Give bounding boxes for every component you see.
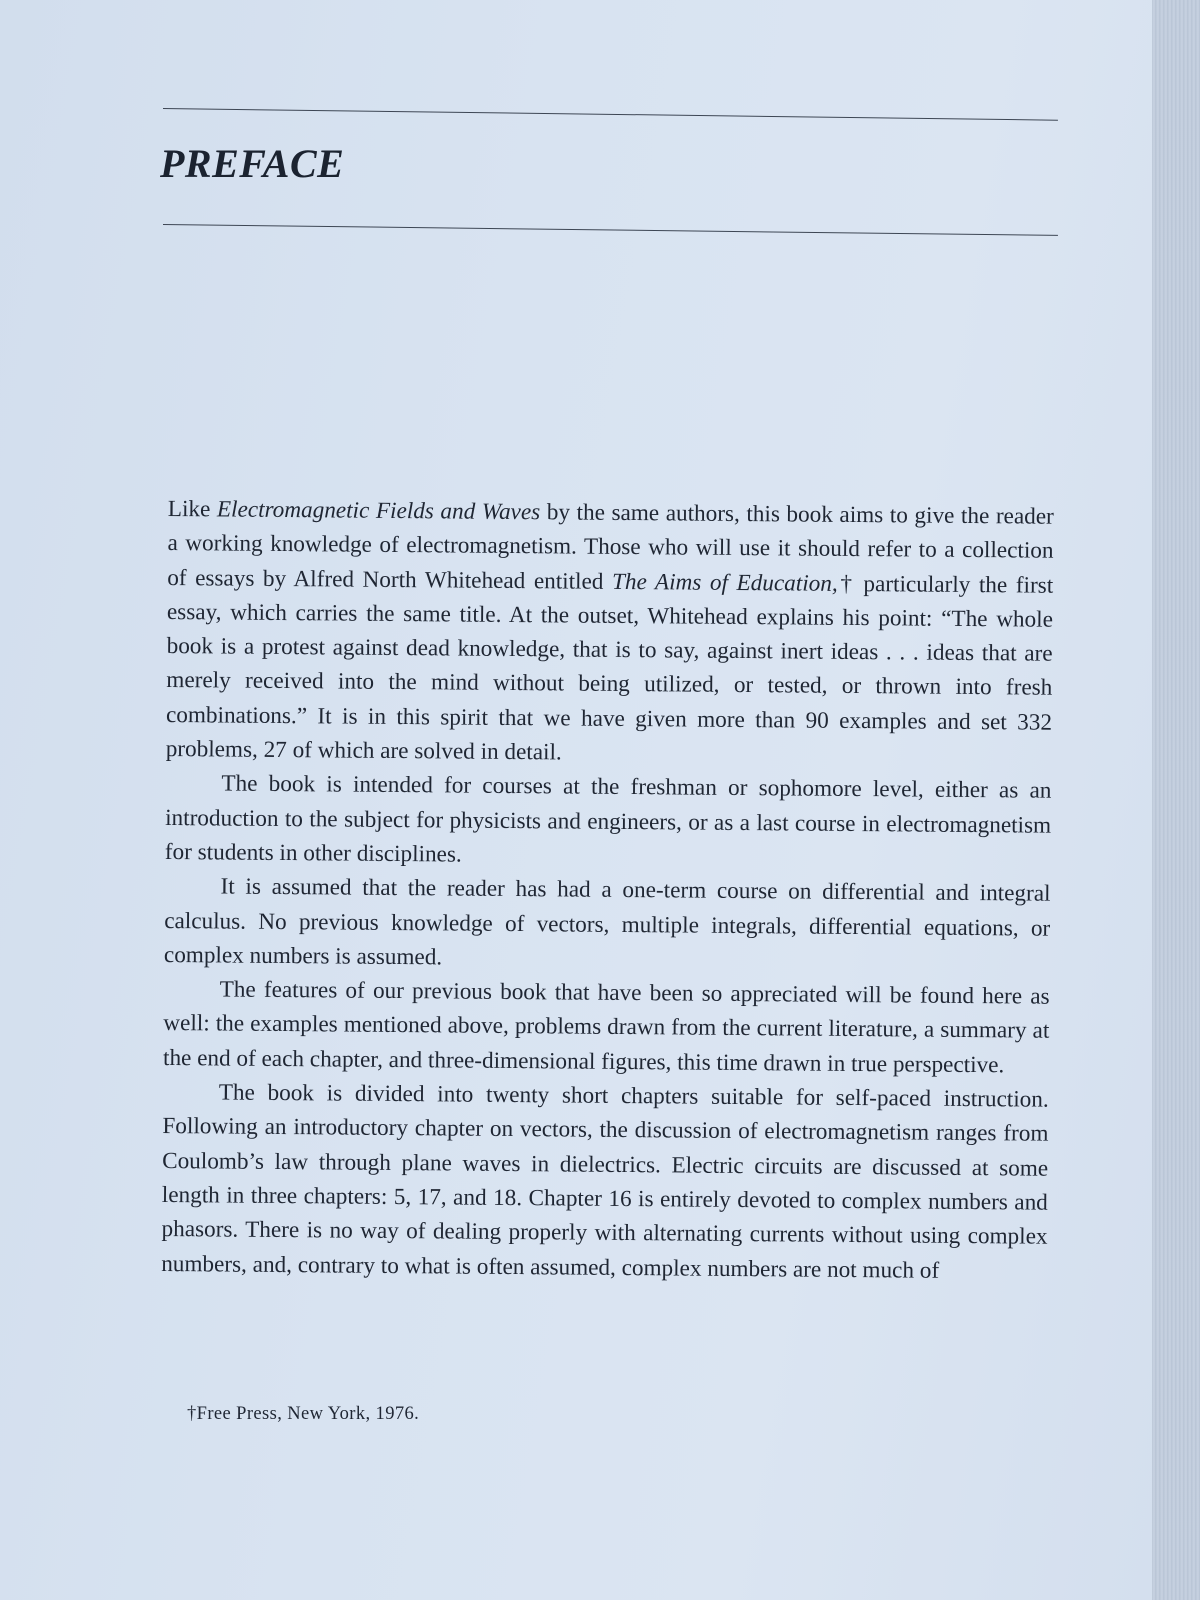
footnote: †Free Press, New York, 1976. — [187, 1404, 420, 1424]
essay-title-italic: The Aims of Education, — [611, 568, 838, 597]
book-title-italic: Electromagnetic Fields and Waves — [216, 496, 541, 526]
paragraph-5: The book is divided into twenty short chapters suitable for self-paced instruction. Following an introductory chapter on vectors, the discussion of electromagnetism ranges from Coulomb’s law through plane waves in dielectrics. Electric circuits are discussed at some length in three chapters: 5, 17, and 18. Chapter 16 is entirely devoted to complex numbers and phasors. There is no way of dealing properly with alternating currents without using complex numbers, and, contrary to what is often assumed, complex numbers are not much of — [161, 1079, 1049, 1284]
paragraph-1-text-e: † particularly the first essay, which carries the same title. At the outset, Whitehead explains his point: “The whole book is a protest against dead knowledge, that is to say, against inert ideas . . . ideas that are merely received into the mind without being utilized, or tested, or thrown into fresh combinations.” It is in this spirit that we have given more than 90 examples and set 332 problems, 27 of which are solved in detail. — [165, 570, 1054, 766]
page-title: PREFACE — [160, 141, 345, 186]
paragraph-1 — [166, 492, 1054, 774]
paragraph-1-text-c: by the same authors, this book aims to give the reader a working knowledge of electromagnetism. Those who will use it should refer to a collection of essays by Alfred North Whitehead entitled — [167, 499, 1054, 595]
header-rule-top — [163, 108, 1058, 121]
page-stack-edge — [1152, 0, 1200, 1600]
paragraph-2: The book is intended for courses at the freshman or sophomore level, either as an introduction to the subject for physicists and engineers, or as a last course in electromagnetism for students in other disciplines. — [164, 770, 1052, 868]
header-rule-bottom — [163, 224, 1058, 236]
preface-body — [161, 492, 1054, 1289]
paragraph-4: The features of our previous book that have been so appreciated will be found here as well: the examples mentioned above, problems drawn from the current literature, a summary at the end of each chapter, and three-dimensional figures, this time drawn in true perspective. — [162, 976, 1050, 1079]
paragraph-3: It is assumed that the reader has had a one-term course on differential and integral calculus. No previous knowledge of vectors, multiple integrals, differential equations, or complex numbers is assumed. — [163, 873, 1051, 971]
paragraph-1-text-a: Like — [167, 495, 218, 523]
